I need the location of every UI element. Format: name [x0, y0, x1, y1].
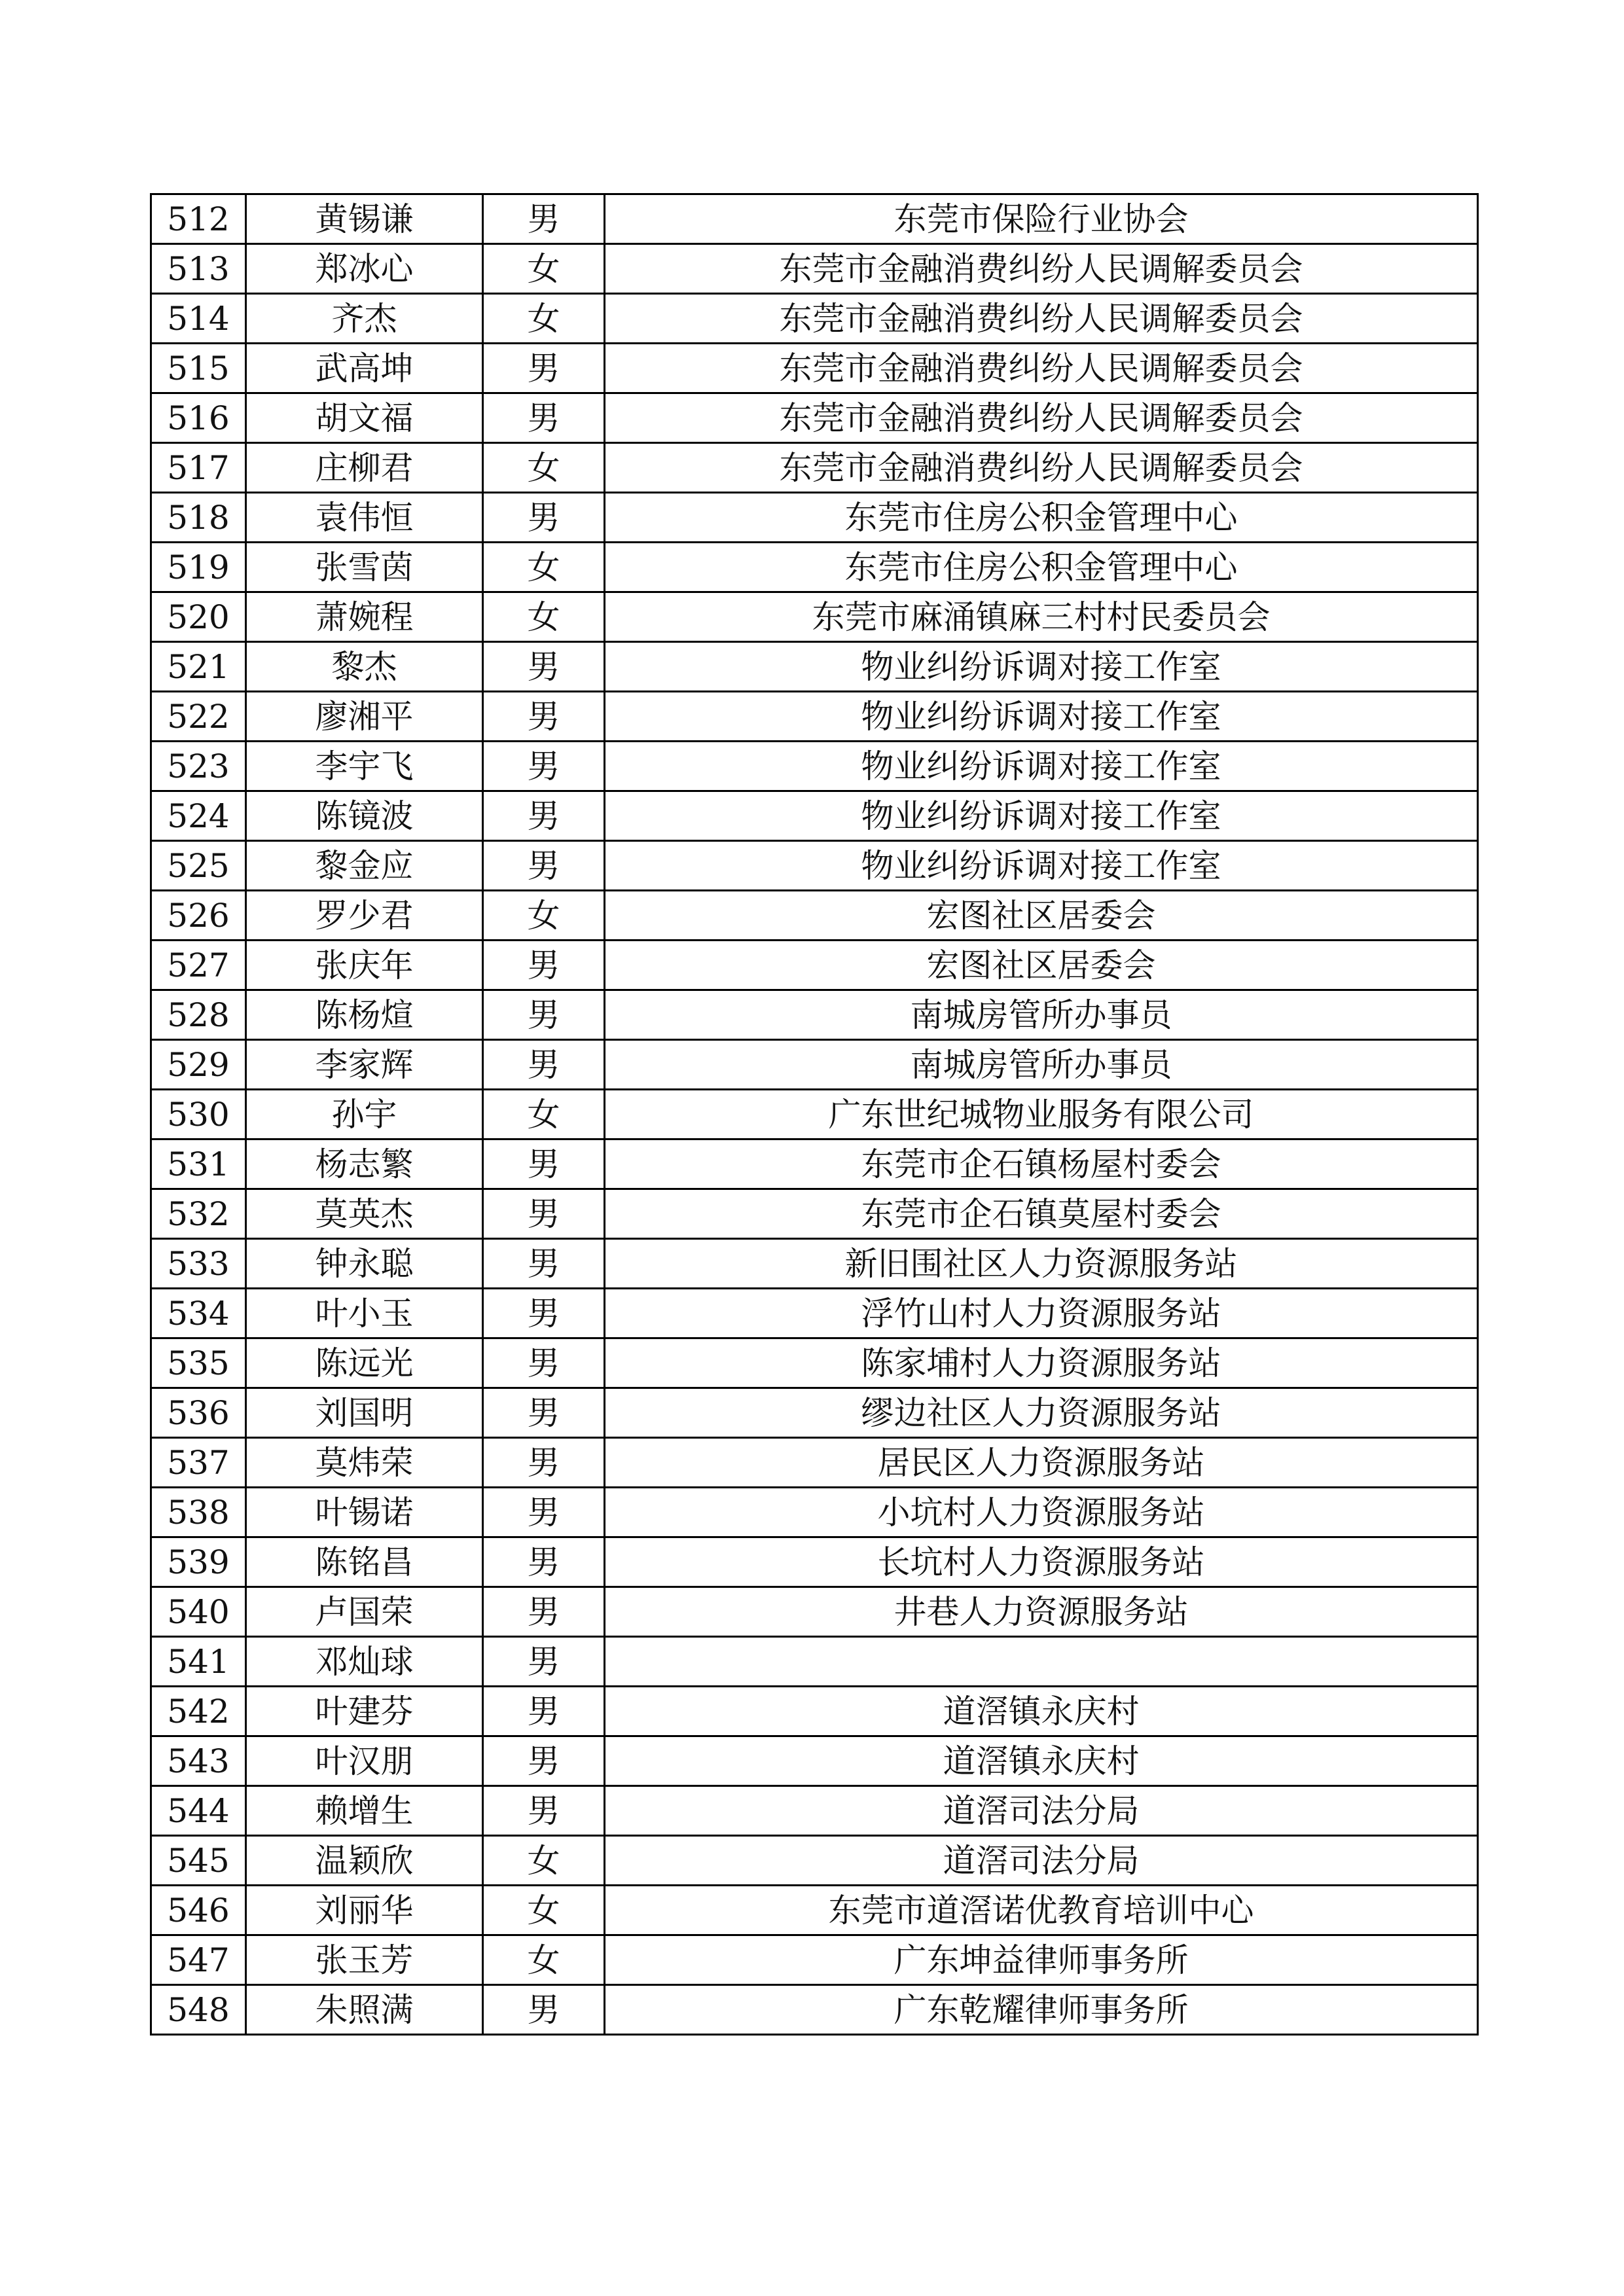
- row-number-cell: 516: [151, 393, 246, 443]
- gender-cell: 男: [483, 841, 605, 891]
- gender-cell: 男: [483, 493, 605, 543]
- row-number-cell: 538: [151, 1488, 246, 1537]
- name-cell: 杨志繁: [246, 1139, 483, 1189]
- name-cell: 陈杨煊: [246, 990, 483, 1040]
- name-cell: 郑冰心: [246, 244, 483, 294]
- gender-cell: 女: [483, 1836, 605, 1886]
- table-row: [151, 1139, 1478, 1189]
- name-cell: 黄锡谦: [246, 194, 483, 244]
- name-cell: 叶汉朋: [246, 1736, 483, 1786]
- table-row: [151, 742, 1478, 791]
- row-number-cell: 535: [151, 1338, 246, 1388]
- organization-cell: 东莞市金融消费纠纷人民调解委员会: [605, 344, 1478, 393]
- gender-cell: 男: [483, 692, 605, 742]
- gender-cell: 女: [483, 891, 605, 941]
- organization-cell: 物业纠纷诉调对接工作室: [605, 742, 1478, 791]
- name-cell: 莫炜荣: [246, 1438, 483, 1488]
- name-cell: 李宇飞: [246, 742, 483, 791]
- table-row: [151, 1189, 1478, 1239]
- name-cell: 钟永聪: [246, 1239, 483, 1289]
- organization-cell: 长坑村人力资源服务站: [605, 1537, 1478, 1587]
- name-cell: 叶锡诺: [246, 1488, 483, 1537]
- organization-cell: 东莞市麻涌镇麻三村村民委员会: [605, 592, 1478, 642]
- organization-cell: 东莞市道滘诺优教育培训中心: [605, 1886, 1478, 1935]
- gender-cell: 男: [483, 1786, 605, 1836]
- name-cell: 庄柳君: [246, 443, 483, 493]
- gender-cell: 男: [483, 1388, 605, 1438]
- name-cell: 萧婉程: [246, 592, 483, 642]
- organization-cell: [605, 1637, 1478, 1687]
- name-cell: 李家辉: [246, 1040, 483, 1090]
- name-cell: 张玉芳: [246, 1935, 483, 1985]
- organization-cell: 居民区人力资源服务站: [605, 1438, 1478, 1488]
- row-number-cell: 530: [151, 1090, 246, 1139]
- gender-cell: 男: [483, 1587, 605, 1637]
- name-cell: 叶建芬: [246, 1687, 483, 1736]
- row-number-cell: 517: [151, 443, 246, 493]
- table-row: [151, 1388, 1478, 1438]
- organization-cell: 东莞市金融消费纠纷人民调解委员会: [605, 244, 1478, 294]
- organization-cell: 宏图社区居委会: [605, 941, 1478, 990]
- organization-cell: 道滘司法分局: [605, 1836, 1478, 1886]
- table-row: [151, 1040, 1478, 1090]
- gender-cell: 男: [483, 1189, 605, 1239]
- name-cell: 邓灿球: [246, 1637, 483, 1687]
- gender-cell: 男: [483, 1289, 605, 1338]
- organization-cell: 广东坤益律师事务所: [605, 1935, 1478, 1985]
- name-cell: 陈远光: [246, 1338, 483, 1388]
- row-number-cell: 547: [151, 1935, 246, 1985]
- organization-cell: 物业纠纷诉调对接工作室: [605, 791, 1478, 841]
- row-number-cell: 537: [151, 1438, 246, 1488]
- table-row: [151, 592, 1478, 642]
- name-cell: 朱照满: [246, 1985, 483, 2035]
- table-row: [151, 393, 1478, 443]
- table-row: [151, 1537, 1478, 1587]
- organization-cell: 井巷人力资源服务站: [605, 1587, 1478, 1637]
- table-row: [151, 1886, 1478, 1935]
- gender-cell: 男: [483, 1687, 605, 1736]
- row-number-cell: 543: [151, 1736, 246, 1786]
- organization-cell: 广东世纪城物业服务有限公司: [605, 1090, 1478, 1139]
- table-row: [151, 941, 1478, 990]
- organization-cell: 东莞市企石镇杨屋村委会: [605, 1139, 1478, 1189]
- organization-cell: 物业纠纷诉调对接工作室: [605, 841, 1478, 891]
- row-number-cell: 513: [151, 244, 246, 294]
- gender-cell: 女: [483, 1886, 605, 1935]
- row-number-cell: 521: [151, 642, 246, 692]
- organization-cell: 东莞市金融消费纠纷人民调解委员会: [605, 393, 1478, 443]
- row-number-cell: 524: [151, 791, 246, 841]
- row-number-cell: 527: [151, 941, 246, 990]
- gender-cell: 男: [483, 642, 605, 692]
- row-number-cell: 533: [151, 1239, 246, 1289]
- organization-cell: 小坑村人力资源服务站: [605, 1488, 1478, 1537]
- table-row: [151, 990, 1478, 1040]
- name-cell: 刘国明: [246, 1388, 483, 1438]
- roster-table: [150, 193, 1479, 2036]
- table-row: [151, 692, 1478, 742]
- table-row: [151, 194, 1478, 244]
- row-number-cell: 545: [151, 1836, 246, 1886]
- gender-cell: 男: [483, 344, 605, 393]
- gender-cell: 女: [483, 543, 605, 592]
- table-row: [151, 1637, 1478, 1687]
- gender-cell: 男: [483, 1985, 605, 2035]
- name-cell: 温颖欣: [246, 1836, 483, 1886]
- table-row: [151, 791, 1478, 841]
- name-cell: 叶小玉: [246, 1289, 483, 1338]
- name-cell: 莫英杰: [246, 1189, 483, 1239]
- gender-cell: 女: [483, 294, 605, 344]
- gender-cell: 男: [483, 1040, 605, 1090]
- table-row: [151, 1338, 1478, 1388]
- organization-cell: 物业纠纷诉调对接工作室: [605, 642, 1478, 692]
- table-row: [151, 1736, 1478, 1786]
- gender-cell: 男: [483, 791, 605, 841]
- gender-cell: 男: [483, 194, 605, 244]
- gender-cell: 女: [483, 443, 605, 493]
- row-number-cell: 531: [151, 1139, 246, 1189]
- row-number-cell: 534: [151, 1289, 246, 1338]
- name-cell: 武高坤: [246, 344, 483, 393]
- table-row: [151, 1587, 1478, 1637]
- gender-cell: 男: [483, 1438, 605, 1488]
- row-number-cell: 520: [151, 592, 246, 642]
- row-number-cell: 512: [151, 194, 246, 244]
- row-number-cell: 525: [151, 841, 246, 891]
- row-number-cell: 522: [151, 692, 246, 742]
- row-number-cell: 544: [151, 1786, 246, 1836]
- organization-cell: 东莞市住房公积金管理中心: [605, 543, 1478, 592]
- gender-cell: 男: [483, 990, 605, 1040]
- row-number-cell: 536: [151, 1388, 246, 1438]
- gender-cell: 男: [483, 393, 605, 443]
- row-number-cell: 542: [151, 1687, 246, 1736]
- table-row: [151, 344, 1478, 393]
- gender-cell: 男: [483, 1139, 605, 1189]
- table-row: [151, 1786, 1478, 1836]
- name-cell: 罗少君: [246, 891, 483, 941]
- name-cell: 陈镜波: [246, 791, 483, 841]
- roster-body: [151, 194, 1478, 2035]
- row-number-cell: 526: [151, 891, 246, 941]
- table-row: [151, 543, 1478, 592]
- row-number-cell: 515: [151, 344, 246, 393]
- gender-cell: 男: [483, 1736, 605, 1786]
- organization-cell: 南城房管所办事员: [605, 1040, 1478, 1090]
- organization-cell: 东莞市金融消费纠纷人民调解委员会: [605, 294, 1478, 344]
- row-number-cell: 532: [151, 1189, 246, 1239]
- organization-cell: 东莞市住房公积金管理中心: [605, 493, 1478, 543]
- gender-cell: 男: [483, 1239, 605, 1289]
- table-row: [151, 493, 1478, 543]
- organization-cell: 东莞市企石镇莫屋村委会: [605, 1189, 1478, 1239]
- table-row: [151, 1289, 1478, 1338]
- row-number-cell: 546: [151, 1886, 246, 1935]
- gender-cell: 男: [483, 1488, 605, 1537]
- organization-cell: 广东乾耀律师事务所: [605, 1985, 1478, 2035]
- organization-cell: 南城房管所办事员: [605, 990, 1478, 1040]
- organization-cell: 浮竹山村人力资源服务站: [605, 1289, 1478, 1338]
- table-row: [151, 1488, 1478, 1537]
- table-row: [151, 642, 1478, 692]
- organization-cell: 宏图社区居委会: [605, 891, 1478, 941]
- table-row: [151, 1438, 1478, 1488]
- organization-cell: 新旧围社区人力资源服务站: [605, 1239, 1478, 1289]
- row-number-cell: 518: [151, 493, 246, 543]
- organization-cell: 陈家埔村人力资源服务站: [605, 1338, 1478, 1388]
- name-cell: 黎杰: [246, 642, 483, 692]
- row-number-cell: 514: [151, 294, 246, 344]
- organization-cell: 物业纠纷诉调对接工作室: [605, 692, 1478, 742]
- gender-cell: 女: [483, 244, 605, 294]
- gender-cell: 男: [483, 742, 605, 791]
- name-cell: 胡文福: [246, 393, 483, 443]
- organization-cell: 缪边社区人力资源服务站: [605, 1388, 1478, 1438]
- table-row: [151, 1687, 1478, 1736]
- name-cell: 陈铭昌: [246, 1537, 483, 1587]
- row-number-cell: 539: [151, 1537, 246, 1587]
- row-number-cell: 540: [151, 1587, 246, 1637]
- table-row: [151, 1836, 1478, 1886]
- gender-cell: 男: [483, 1338, 605, 1388]
- table-row: [151, 1090, 1478, 1139]
- organization-cell: 道滘镇永庆村: [605, 1736, 1478, 1786]
- name-cell: 齐杰: [246, 294, 483, 344]
- table-row: [151, 1985, 1478, 2035]
- organization-cell: 东莞市保险行业协会: [605, 194, 1478, 244]
- name-cell: 黎金应: [246, 841, 483, 891]
- organization-cell: 东莞市金融消费纠纷人民调解委员会: [605, 443, 1478, 493]
- gender-cell: 女: [483, 1090, 605, 1139]
- table-row: [151, 294, 1478, 344]
- row-number-cell: 548: [151, 1985, 246, 2035]
- table-row: [151, 1239, 1478, 1289]
- name-cell: 刘丽华: [246, 1886, 483, 1935]
- table-row: [151, 1935, 1478, 1985]
- row-number-cell: 523: [151, 742, 246, 791]
- name-cell: 廖湘平: [246, 692, 483, 742]
- organization-cell: 道滘镇永庆村: [605, 1687, 1478, 1736]
- gender-cell: 男: [483, 1637, 605, 1687]
- gender-cell: 男: [483, 1537, 605, 1587]
- name-cell: 张庆年: [246, 941, 483, 990]
- name-cell: 张雪茵: [246, 543, 483, 592]
- row-number-cell: 541: [151, 1637, 246, 1687]
- row-number-cell: 519: [151, 543, 246, 592]
- name-cell: 袁伟恒: [246, 493, 483, 543]
- organization-cell: 道滘司法分局: [605, 1786, 1478, 1836]
- table-row: [151, 443, 1478, 493]
- row-number-cell: 529: [151, 1040, 246, 1090]
- row-number-cell: 528: [151, 990, 246, 1040]
- name-cell: 卢国荣: [246, 1587, 483, 1637]
- gender-cell: 女: [483, 592, 605, 642]
- name-cell: 赖增生: [246, 1786, 483, 1836]
- name-cell: 孙宇: [246, 1090, 483, 1139]
- table-row: [151, 891, 1478, 941]
- table-row: [151, 841, 1478, 891]
- gender-cell: 男: [483, 941, 605, 990]
- table-row: [151, 244, 1478, 294]
- gender-cell: 女: [483, 1935, 605, 1985]
